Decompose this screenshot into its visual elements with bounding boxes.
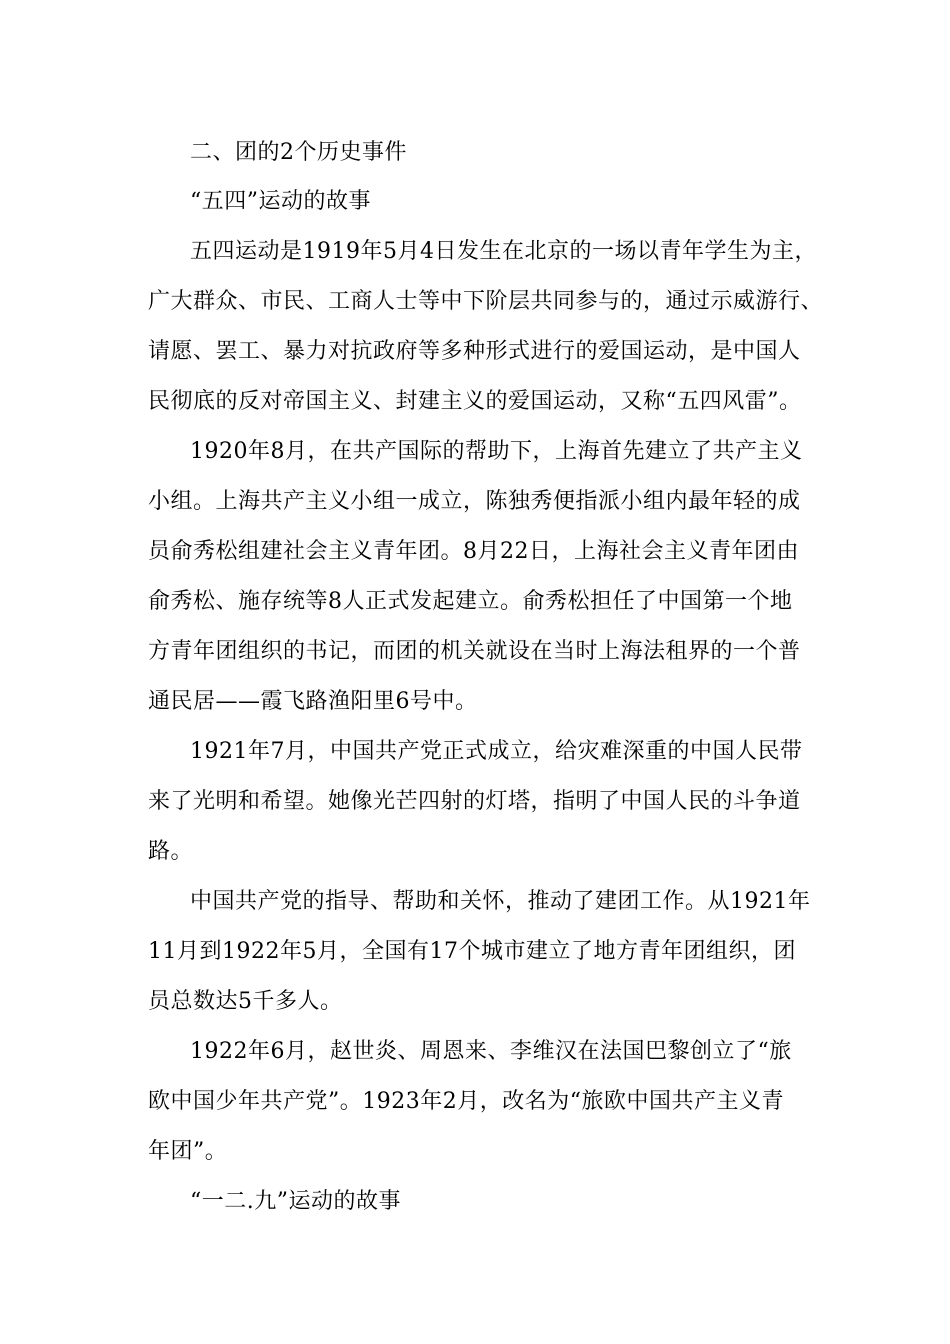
paragraph-line: 广大群众、市民、工商人士等中下阶层共同参与的，通过示威游行、 [148,289,824,314]
paragraph-line: 1922年6月，赵世炎、周恩来、李维汉在法国巴黎创立了“旅 [190,1039,792,1064]
paragraph-line: 通民居——霞飞路渔阳里6号中。 [148,689,478,714]
paragraph-line: 欧中国少年共产党”。1923年2月，改名为“旅欧中国共产主义青 [148,1089,784,1114]
paragraph-line: 路。 [148,839,194,864]
paragraph-line: 员总数达5千多人。 [148,989,343,1014]
paragraph-line: 俞秀松、施存统等8人正式发起建立。俞秀松担任了中国第一个地 [148,589,793,614]
paragraph-line: 请愿、罢工、暴力对抗政府等多种形式进行的爱国运动，是中国人 [148,339,801,364]
paragraph-line: 年团”。 [148,1139,228,1164]
paragraph-line: 方青年团组织的书记，而团的机关就设在当时上海法租界的一个普 [148,639,801,664]
section-heading: 二、团的2个历史事件 [190,140,407,165]
paragraph-line: 员俞秀松组建社会主义青年团。8月22日，上海社会主义青年团由 [148,539,799,564]
paragraph-line: 1920年8月，在共产国际的帮助下，上海首先建立了共产主义 [190,439,803,464]
paragraph-line: 11月到1922年5月，全国有17个城市建立了地方青年团组织，团 [148,939,796,964]
paragraph-line: 1921年7月，中国共产党正式成立，给灾难深重的中国人民带 [190,739,803,764]
paragraph-line: 小组。上海共产主义小组一成立，陈独秀便指派小组内最年轻的成 [148,489,801,514]
paragraph-line: 中国共产党的指导、帮助和关怀，推动了建团工作。从1921年 [190,889,811,914]
paragraph-line: 民彻底的反对帝国主义、封建主义的爱国运动，又称“五四风雷”。 [148,389,802,414]
paragraph-line: 五四运动是1919年5月4日发生在北京的一场以青年学生为主， [190,239,817,264]
story-title: “五四”运动的故事 [190,189,371,214]
story-title: “一二.九”运动的故事 [190,1189,401,1214]
paragraph-line: 来了光明和希望。她像光芒四射的灯塔，指明了中国人民的斗争道 [148,789,801,814]
